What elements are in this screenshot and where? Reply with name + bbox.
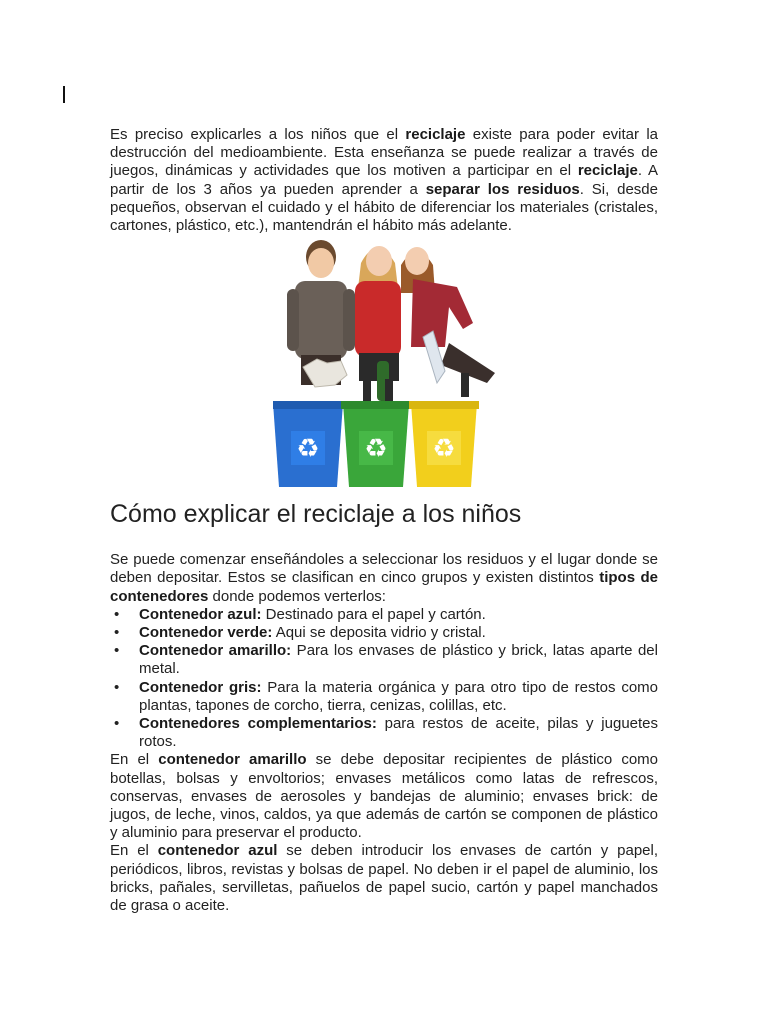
classification-paragraph bbox=[110, 551, 658, 606]
section-heading: Cómo explicar el reciclaje a los niños bbox=[110, 500, 522, 529]
list-item-text: para restos de aceite, pilas y juguetes rotos. bbox=[139, 715, 659, 751]
list-item bbox=[110, 624, 658, 642]
para3-text-2: se debe depositar recipientes de plástico como botellas, bolsas y envoltorios; envases metálicos como latas de refrescos, conservas, envases de aerosoles y bandejas de aluminio; envases brick: de jugos, de leche, vinos, caldos, ya que además de cartón se componen de plástico y aluminio para preservar el producto. bbox=[110, 751, 658, 842]
intro-bold-separar: separar los residuos bbox=[425, 180, 580, 198]
intro-text-2: existe para poder evitar la destrucción del medioambiente. Esta enseñanza se puede realizar a través de juegos, dinámicas y actividades que los motiven a participar en el bbox=[110, 126, 658, 180]
svg-text:♻: ♻ bbox=[432, 434, 456, 465]
intro-bold-reciclaje-2: reciclaje bbox=[577, 162, 638, 180]
yellow-bin-paragraph bbox=[110, 751, 658, 842]
girl-right-figure bbox=[401, 247, 495, 397]
list-item-text: Destinado para el papel y cartón. bbox=[261, 605, 486, 623]
container-list bbox=[110, 606, 658, 752]
para4-text-1: En el bbox=[110, 842, 158, 860]
list-item-label: Contenedor verde: bbox=[139, 624, 273, 642]
boy-figure bbox=[287, 240, 355, 387]
para2-text-2: donde podemos verterlos: bbox=[208, 587, 386, 605]
bullet: • bbox=[114, 642, 120, 660]
intro-paragraph bbox=[110, 126, 658, 235]
svg-text:♻: ♻ bbox=[364, 434, 388, 465]
green-bin bbox=[341, 401, 411, 487]
bullet: • bbox=[114, 715, 120, 733]
document-body bbox=[110, 126, 658, 915]
para2-text-1: Se puede comenzar enseñándoles a seleccionar los residuos y el lugar donde se deben depositar. Estos se clasifican en cinco grupos y existen distintos bbox=[110, 551, 658, 587]
bullet: • bbox=[114, 624, 120, 642]
intro-text-1: Es preciso explicarles a los niños que el bbox=[110, 126, 406, 143]
list-item-label: Contenedor azul: bbox=[139, 605, 262, 623]
blue-bin bbox=[273, 401, 345, 487]
list-item-label: Contenedor amarillo: bbox=[139, 642, 292, 660]
list-item bbox=[110, 606, 658, 624]
children-recycling-illustration bbox=[273, 237, 523, 489]
intro-text-4: . Si, desde pequeños, observan el cuidado y el hábito de diferenciar los materiales (cristales, cartones, plástico, etc.), mantendrán el hábito más adelante. bbox=[110, 180, 658, 235]
para2-bold-tipos: tipos de contenedores bbox=[110, 569, 658, 605]
yellow-bin bbox=[409, 401, 479, 487]
para4-bold: contenedor azul bbox=[157, 842, 278, 860]
list-item bbox=[110, 679, 658, 715]
para3-bold: contenedor amarillo bbox=[158, 751, 307, 769]
svg-text:♻: ♻ bbox=[296, 434, 320, 465]
para4-text-2: se deben introducir los envases de cartón y papel, periódicos, libros, revistas y bolsas de papel. No deben ir el papel de aluminio, los bricks, pañales, servilletas, pañuelos de papel sucio, cartón y papel manchados de grasa o aceite. bbox=[110, 842, 659, 915]
text-cursor bbox=[63, 86, 65, 103]
para3-text-1: En el bbox=[110, 751, 159, 769]
blue-bin-paragraph bbox=[110, 842, 658, 915]
list-item-text: Aqui se deposita vidrio y cristal. bbox=[272, 624, 486, 642]
list-item-label: Contenedores complementarios: bbox=[139, 715, 377, 733]
intro-text-3: . A partir de los 3 años ya pueden aprender a bbox=[110, 162, 659, 198]
girl-middle-figure bbox=[355, 246, 401, 401]
list-item bbox=[110, 715, 658, 751]
bullet: • bbox=[114, 678, 120, 696]
intro-bold-reciclaje: reciclaje bbox=[405, 126, 466, 143]
list-item-text: Para la materia orgánica y para otro tipo de restos como plantas, tapones de corcho, tierra, cenizas, colillas, etc. bbox=[139, 678, 658, 714]
list-item bbox=[110, 642, 658, 678]
bullet: • bbox=[114, 605, 120, 623]
list-item-label: Contenedor gris: bbox=[139, 678, 262, 696]
list-item-text: Para los envases de plástico y brick, latas aparte del metal. bbox=[139, 642, 658, 678]
